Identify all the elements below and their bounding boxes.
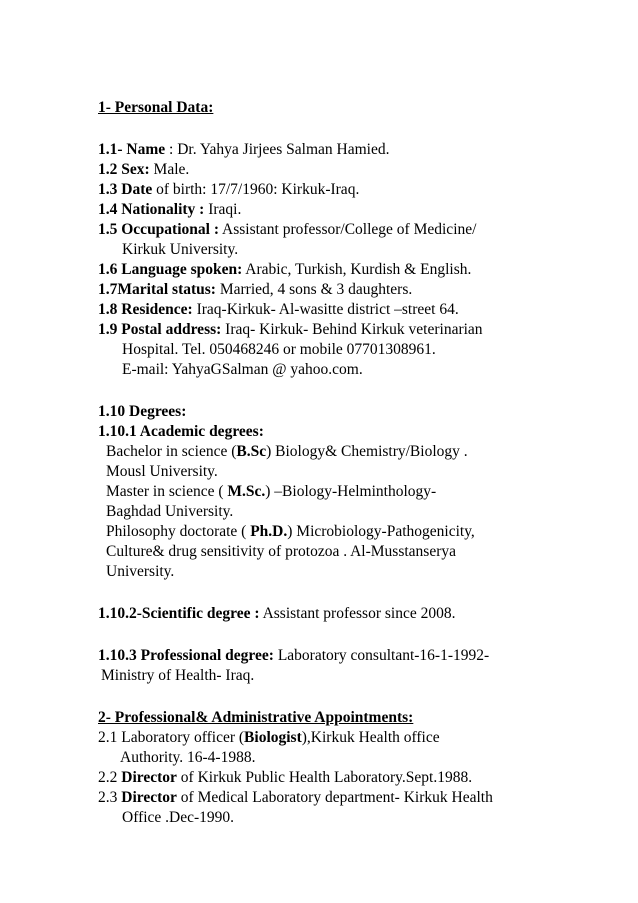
msc-degree: M.Sc.	[227, 483, 266, 500]
phd-prefix: Philosophy doctorate (	[106, 523, 251, 540]
section-heading-appointments: 2- Professional& Administrative Appointments:	[98, 709, 414, 726]
phd-line	[106, 522, 475, 542]
scientific-degree-value: Assistant professor since 2008.	[259, 605, 456, 622]
sex-label: 1.2 Sex:	[98, 161, 150, 178]
postal-email-line: E-mail: YahyaGSalman @ yahoo.com.	[122, 361, 363, 378]
dob-line	[98, 180, 359, 200]
professional-degree-line	[98, 646, 489, 666]
appointment-1-continuation: Authority. 16-4-1988.	[120, 749, 256, 766]
scientific-degree-line	[98, 604, 455, 624]
language-line	[98, 260, 471, 280]
bsc-line	[106, 442, 468, 462]
language-label: 1.6 Language spoken:	[98, 261, 243, 278]
appointment-3-continuation: Office .Dec-1990.	[122, 809, 235, 826]
appointment-1-prefix: 2.1 Laboratory officer (	[98, 729, 245, 746]
appointment-3-role: Director	[121, 789, 177, 806]
dob-label: 1.3 Date	[98, 181, 153, 198]
appointment-3-suffix: of Medical Laboratory department- Kirkuk Health	[176, 789, 493, 806]
phd-suffix: ) Microbiology-Pathogenicity,	[287, 523, 475, 540]
occupation-value: Assistant professor/College of Medicine/	[219, 221, 477, 238]
appointment-1-role: Biologist	[244, 729, 302, 746]
bsc-prefix: Bachelor in science (	[106, 443, 237, 460]
postal-phone-line: Hospital. Tel. 050468246 or mobile 07701308961.	[122, 341, 436, 358]
msc-line	[106, 482, 436, 502]
professional-degree-label: 1.10.3 Professional degree:	[98, 647, 274, 664]
bsc-university: Mousl University.	[106, 463, 218, 480]
phd-degree: Ph.D.	[250, 523, 288, 540]
section-heading-personal-data: 1- Personal Data:	[98, 99, 214, 116]
marital-label: 1.7Marital status:	[98, 281, 216, 298]
appointment-2-prefix: 2.2	[98, 769, 122, 786]
msc-university: Baghdad University.	[106, 503, 234, 520]
marital-value: Married, 4 sons & 3 daughters.	[215, 281, 413, 298]
occupation-label: 1.5 Occupational :	[98, 221, 219, 238]
residence-label: 1.8 Residence:	[98, 301, 193, 318]
appointment-2-line	[98, 768, 472, 788]
degrees-heading: 1.10 Degrees:	[98, 403, 187, 420]
phd-continuation: Culture& drug sensitivity of protozoa . Al-Musstanserya	[106, 543, 456, 560]
sex-line	[98, 160, 189, 180]
postal-label: 1.9 Postal address:	[98, 321, 222, 338]
occupation-continuation: Kirkuk University.	[122, 241, 239, 258]
appointment-1-suffix: ),Kirkuk Health office	[301, 729, 440, 746]
bsc-suffix: ) Biology& Chemistry/Biology .	[266, 443, 468, 460]
appointment-3-prefix: 2.3	[98, 789, 122, 806]
occupation-line	[98, 220, 476, 240]
appointment-3-line	[98, 788, 493, 808]
language-value: Arabic, Turkish, Kurdish & English.	[242, 261, 472, 278]
scientific-degree-label: 1.10.2-Scientific degree :	[98, 605, 260, 622]
professional-degree-value: Laboratory consultant-16-1-1992-	[273, 647, 490, 664]
nationality-value: Iraqi.	[204, 201, 242, 218]
academic-degrees-heading: 1.10.1 Academic degrees:	[98, 423, 264, 440]
name-label: 1.1- Name	[98, 141, 166, 158]
msc-suffix: ) –Biology-Helminthology-	[265, 483, 437, 500]
nationality-line	[98, 200, 241, 220]
appointment-2-suffix: of Kirkuk Public Health Laboratory.Sept.1988.	[176, 769, 473, 786]
dob-value: of birth: 17/7/1960: Kirkuk-Iraq.	[152, 181, 360, 198]
appointment-1-line	[98, 728, 440, 748]
residence-value: Iraq-Kirkuk- Al-wasitte district –street 64.	[192, 301, 459, 318]
sex-value: Male.	[149, 161, 190, 178]
residence-line	[98, 300, 459, 320]
phd-university: University.	[106, 563, 175, 580]
msc-prefix: Master in science (	[106, 483, 228, 500]
name-value: : Dr. Yahya Jirjees Salman Hamied.	[165, 141, 390, 158]
appointment-2-role: Director	[121, 769, 177, 786]
nationality-label: 1.4 Nationality :	[98, 201, 205, 218]
professional-degree-continuation: Ministry of Health- Iraq.	[101, 667, 255, 684]
bsc-degree: B.Sc	[236, 443, 267, 460]
postal-value: Iraq- Kirkuk- Behind Kirkuk veterinarian	[221, 321, 483, 338]
postal-line	[98, 320, 483, 340]
marital-line	[98, 280, 412, 300]
name-line	[98, 140, 389, 160]
